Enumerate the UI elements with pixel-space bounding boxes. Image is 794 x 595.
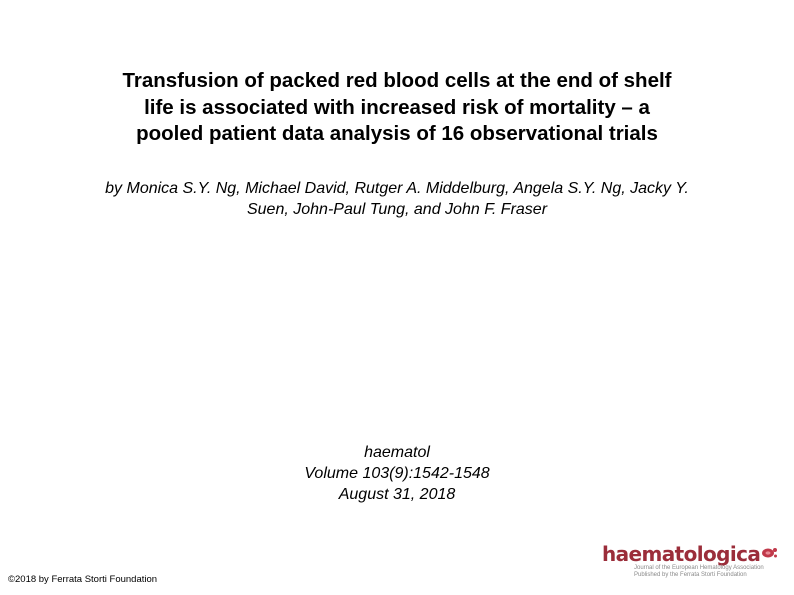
author-line: Suen, John-Paul Tung, and John F. Fraser [246, 201, 548, 218]
title-line: life is associated with increased risk of mortality – a [144, 95, 650, 119]
author-list [40, 178, 754, 220]
citation-block [197, 442, 597, 505]
publication-date: August 31, 2018 [338, 486, 456, 503]
slide-title [40, 68, 754, 148]
copyright-notice: ©2018 by Ferrata Storti Foundation [8, 574, 158, 585]
volume-info: Volume 103(9):1542-1548 [304, 465, 490, 482]
logo-tagline [634, 565, 764, 579]
title-line: pooled patient data analysis of 16 observational trials [136, 122, 658, 145]
journal-name: haematol [364, 444, 430, 461]
title-line: Transfusion of packed red blood cells at the end of shelf [122, 69, 672, 92]
logo-tagline-line: Published by the Ferrata Storti Foundation [634, 572, 747, 578]
haematologica-logo [600, 542, 780, 582]
logo-tagline-line: Journal of the European Hematology Association [634, 565, 764, 571]
red-cell-icon [760, 546, 778, 560]
author-line: by Monica S.Y. Ng, Michael David, Rutger A. Middelburg, Angela S.Y. Ng, Jacky Y. [105, 180, 689, 197]
logo-wordmark: haematologica [602, 542, 761, 566]
